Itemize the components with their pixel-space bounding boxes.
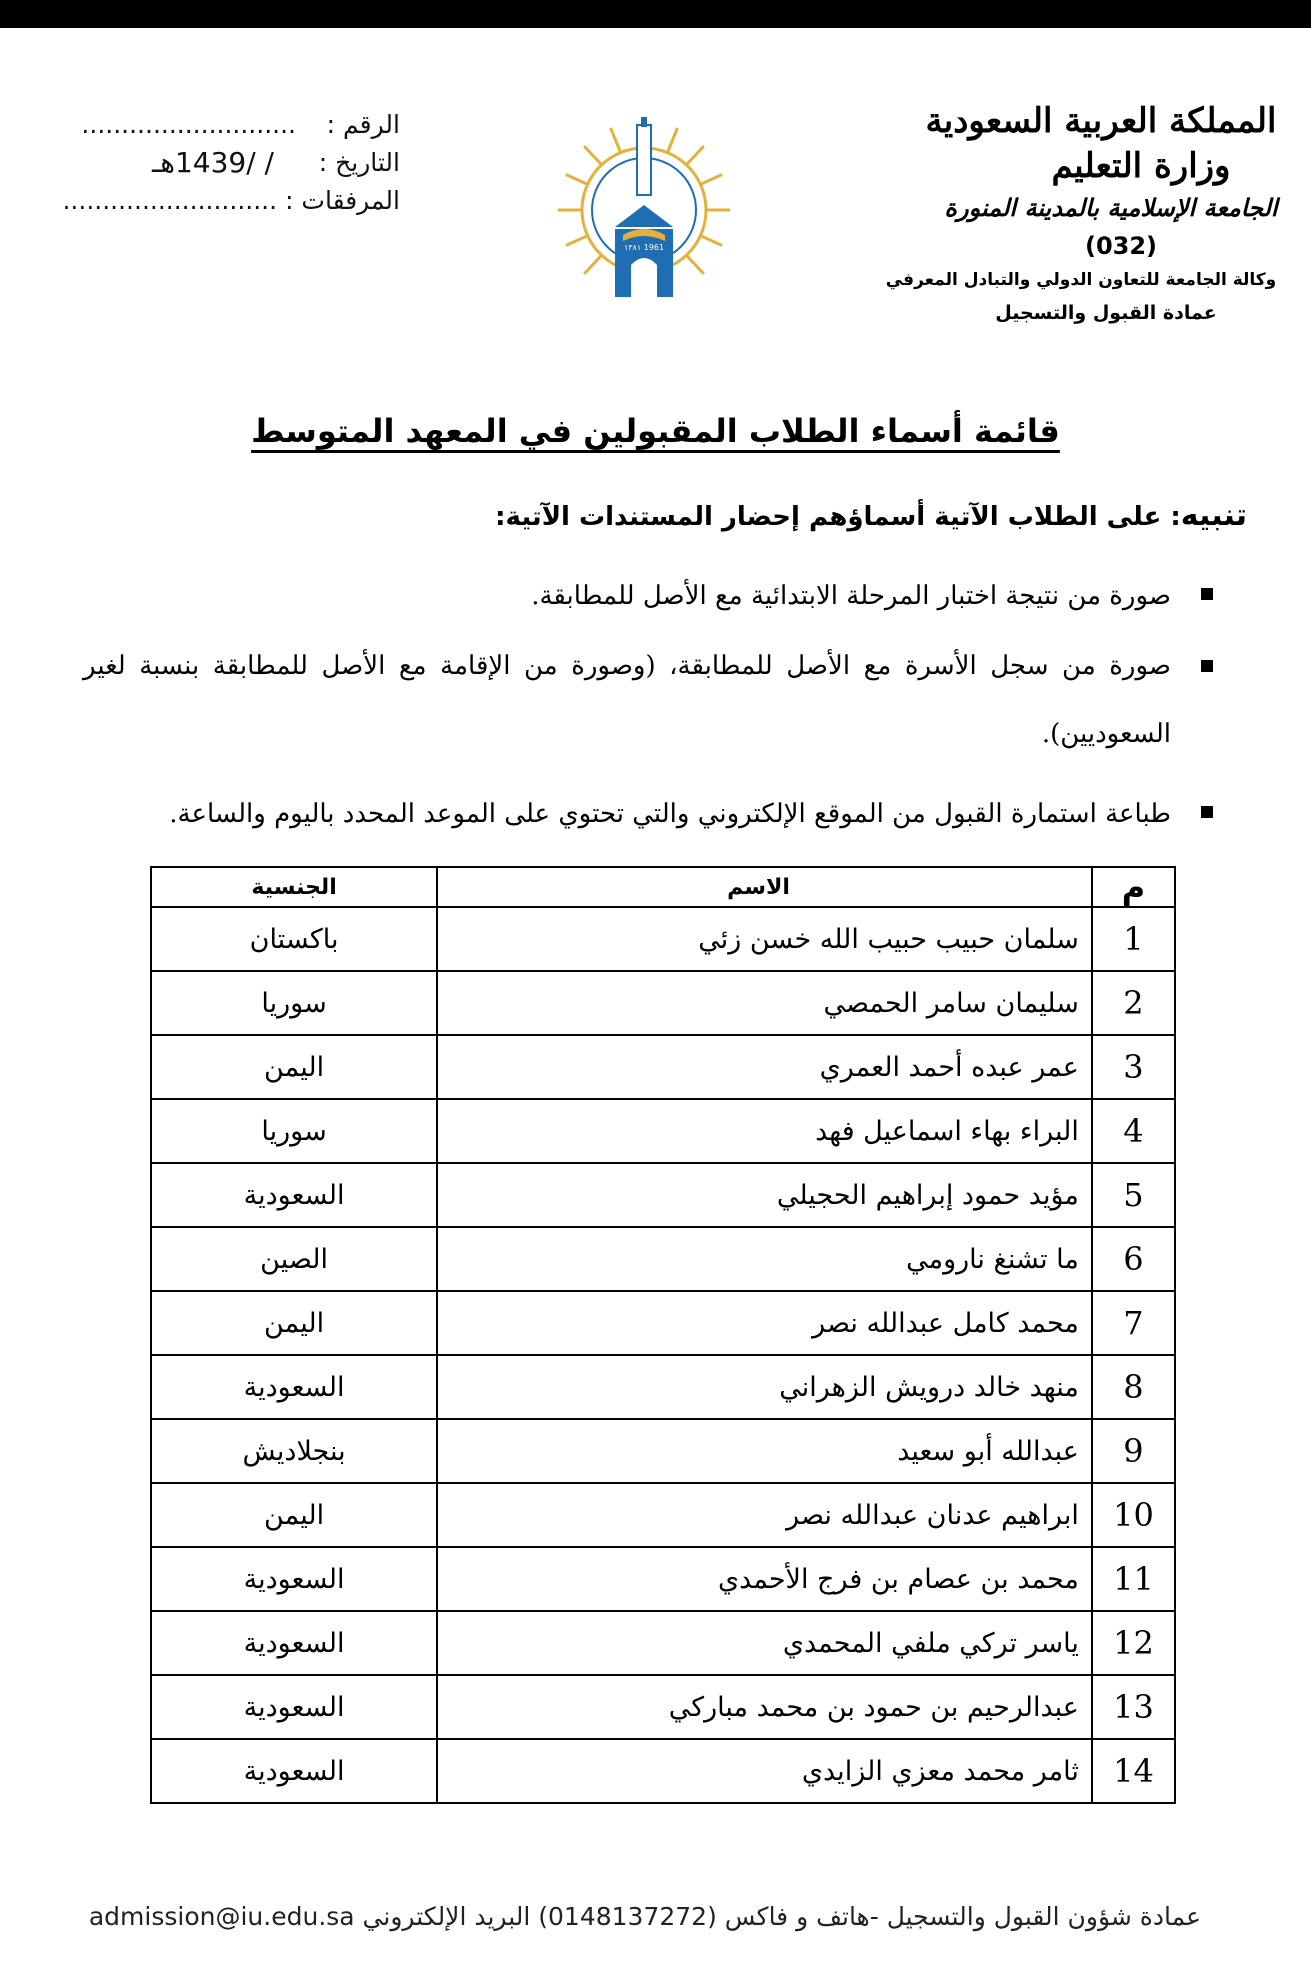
student-name: محمد بن عصام بن فرج الأحمدي [437,1547,1092,1611]
attachments-label: المرفقات : [285,186,400,215]
student-name: سليمان سامر الحمصي [437,971,1092,1035]
table-row [151,1099,1175,1163]
student-name: ثامر محمد معزي الزايدي [437,1739,1092,1803]
university-logo-icon [553,115,735,305]
number-label: الرقم : [326,110,400,139]
student-nationality: بنجلاديش [151,1419,437,1483]
bullet-square-icon [1201,660,1213,672]
student-name: عبدالله أبو سعيد [437,1419,1092,1483]
list-item [83,560,1213,632]
student-nationality: السعودية [151,1675,437,1739]
table-row [151,1547,1175,1611]
row-number: 13 [1092,1675,1175,1739]
row-number: 10 [1092,1483,1175,1547]
notice-label: تنبيه [1180,498,1247,533]
requirement-text: صورة من سجل الأسرة مع الأصل للمطابقة، (وصورة من الإقامة مع الأصل للمطابقة بنسبة لغير السعوديين). [83,651,1171,749]
student-nationality: سوريا [151,971,437,1035]
table-header-row [151,867,1175,907]
top-black-bar [0,0,1311,28]
student-name: منهد خالد درويش الزهراني [437,1355,1092,1419]
requirements-list [83,560,1213,850]
attachments-row [40,182,400,220]
table-row [151,1675,1175,1739]
accepted-students-table [150,866,1176,1804]
date-label: التاريخ : [318,148,400,177]
row-number: 12 [1092,1611,1175,1675]
student-nationality: سوريا [151,1099,437,1163]
requirement-text: طباعة استمارة القبول من الموقع الإلكتروني والتي تحتوي على الموعد المحدد باليوم والساعة. [169,799,1171,829]
student-name: ما تشنغ نارومي [437,1227,1092,1291]
page-title-text: قائمة أسماء الطلاب المقبولين في المعهد المتوسط [251,412,1060,450]
notice [67,498,1247,533]
row-number: 14 [1092,1739,1175,1803]
number-value: ........................... [81,110,296,139]
row-number: 6 [1092,1227,1175,1291]
row-number: 5 [1092,1163,1175,1227]
date-value: / /1439هـ [151,146,274,179]
student-nationality: السعودية [151,1355,437,1419]
table-row [151,1291,1175,1355]
logo-year-text: ١٣٨١ 1961 [623,243,665,252]
student-name: محمد كامل عبدالله نصر [437,1291,1092,1355]
student-name: عمر عبده أحمد العمري [437,1035,1092,1099]
list-item [83,632,1213,768]
student-nationality: السعودية [151,1739,437,1803]
number-row [40,106,400,144]
row-number: 3 [1092,1035,1175,1099]
student-nationality: السعودية [151,1163,437,1227]
student-nationality: اليمن [151,1035,437,1099]
student-nationality: اليمن [151,1291,437,1355]
table-row [151,971,1175,1035]
list-item [83,778,1213,850]
table-row [151,1355,1175,1419]
row-number: 9 [1092,1419,1175,1483]
table-row [151,1739,1175,1803]
table-row [151,907,1175,971]
student-name: سلمان حبيب حبيب الله خسن زئي [437,907,1092,971]
table-row [151,1035,1175,1099]
office-code: (032) [1084,232,1158,260]
table-row [151,1227,1175,1291]
date-row [40,144,400,182]
header-num: م [1092,867,1175,907]
header-name: الاسم [437,867,1092,907]
student-nationality: السعودية [151,1611,437,1675]
document-meta [40,106,400,220]
table-row [151,1611,1175,1675]
student-name: ابراهيم عدنان عبدالله نصر [437,1483,1092,1547]
agency-name: وكالة الجامعة للتعاون الدولي والتبادل المعرفي [885,270,1277,290]
student-nationality: السعودية [151,1547,437,1611]
row-number: 2 [1092,971,1175,1035]
row-number: 1 [1092,907,1175,971]
university-name: الجامعة الإسلامية بالمدينة المنورة [944,193,1278,222]
student-name: البراء بهاء اسماعيل فهد [437,1099,1092,1163]
attachments-value: ........................... [62,186,278,215]
table-row [151,1419,1175,1483]
student-name: مؤيد حمود إبراهيم الحجيلي [437,1163,1092,1227]
row-number: 8 [1092,1355,1175,1419]
page-title [0,412,1311,450]
student-nationality: اليمن [151,1483,437,1547]
bullet-square-icon [1201,806,1213,818]
table-row [151,1483,1175,1547]
kingdom-name: المملكة العربية السعودية [925,101,1277,141]
student-nationality: باكستان [151,907,437,971]
student-name: عبدالرحيم بن حمود بن محمد مباركي [437,1675,1092,1739]
notice-text: : على الطلاب الآتية أسماؤهم إحضار المستندات الآتية: [495,502,1181,532]
ministry-name: وزارة التعليم [1051,146,1231,186]
table-row [151,1163,1175,1227]
bullet-square-icon [1201,588,1213,600]
institution-header [881,98,1281,330]
header-nationality: الجنسية [151,867,437,907]
student-name: ياسر تركي ملفي المحمدي [437,1611,1092,1675]
footer-contact: عمادة شؤون القبول والتسجيل -هاتف و فاكس (0148137272) البريد الإلكتروني admission@iu.edu.sa [88,1902,1201,1931]
row-number: 7 [1092,1291,1175,1355]
deanship-name: عمادة القبول والتسجيل [995,302,1217,324]
requirement-text: صورة من نتيجة اختبار المرحلة الابتدائية مع الأصل للمطابقة. [531,581,1171,611]
row-number: 4 [1092,1099,1175,1163]
row-number: 11 [1092,1547,1175,1611]
student-nationality: الصين [151,1227,437,1291]
